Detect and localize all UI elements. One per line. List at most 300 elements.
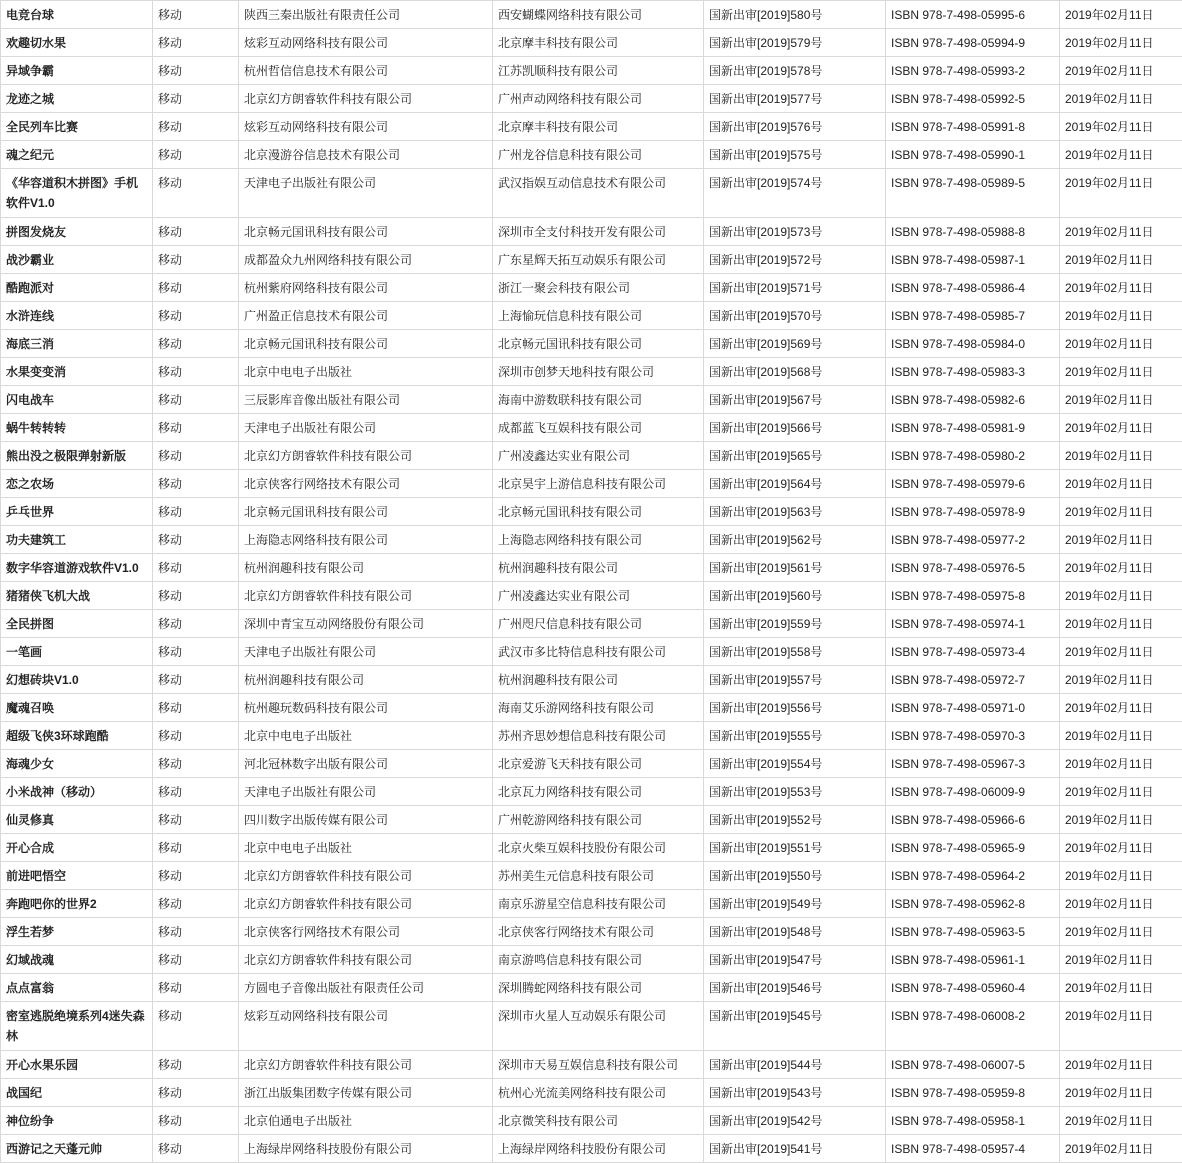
platform-cell: 移动 (153, 1107, 239, 1135)
isbn-cell: ISBN 978-7-498-05984-0 (886, 330, 1060, 358)
table-row (1, 890, 1182, 918)
operator-cell: 西安蝴蝶网络科技有限公司 (493, 1, 704, 29)
platform-cell: 移动 (153, 85, 239, 113)
table-row (1, 666, 1182, 694)
table-row (1, 974, 1182, 1002)
platform-cell: 移动 (153, 141, 239, 169)
publisher-cell: 杭州趣玩数码科技有限公司 (239, 694, 493, 722)
approval-date-cell: 2019年02月11日 (1060, 1135, 1182, 1163)
approval-date-cell: 2019年02月11日 (1060, 169, 1182, 218)
approval-number-cell: 国新出审[2019]548号 (704, 918, 886, 946)
isbn-cell: ISBN 978-7-498-05975-8 (886, 582, 1060, 610)
game-name-cell: 魔魂召唤 (1, 694, 153, 722)
publisher-cell: 上海绿岸网络科技股份有限公司 (239, 1135, 493, 1163)
approval-date-cell: 2019年02月11日 (1060, 638, 1182, 666)
table-row (1, 638, 1182, 666)
isbn-cell: ISBN 978-7-498-05965-9 (886, 834, 1060, 862)
platform-cell: 移动 (153, 470, 239, 498)
approval-number-cell: 国新出审[2019]564号 (704, 470, 886, 498)
operator-cell: 深圳市全支付科技开发有限公司 (493, 218, 704, 246)
approval-number-cell: 国新出审[2019]577号 (704, 85, 886, 113)
approval-date-cell: 2019年02月11日 (1060, 57, 1182, 85)
approval-date-cell: 2019年02月11日 (1060, 694, 1182, 722)
approval-date-cell: 2019年02月11日 (1060, 1051, 1182, 1079)
approval-date-cell: 2019年02月11日 (1060, 666, 1182, 694)
operator-cell: 上海绿岸网络科技股份有限公司 (493, 1135, 704, 1163)
approval-date-cell: 2019年02月11日 (1060, 946, 1182, 974)
publisher-cell: 北京畅元国讯科技有限公司 (239, 498, 493, 526)
approval-number-cell: 国新出审[2019]571号 (704, 274, 886, 302)
publisher-cell: 河北冠林数字出版有限公司 (239, 750, 493, 778)
game-name-cell: 《华容道积木拼图》手机软件V1.0 (1, 169, 153, 218)
platform-cell: 移动 (153, 974, 239, 1002)
operator-cell: 广州凌鑫达实业有限公司 (493, 442, 704, 470)
publisher-cell: 北京幻方朗睿软件科技有限公司 (239, 862, 493, 890)
game-name-cell: 海底三消 (1, 330, 153, 358)
table-row (1, 778, 1182, 806)
approval-date-cell: 2019年02月11日 (1060, 330, 1182, 358)
game-name-cell: 电竞台球 (1, 1, 153, 29)
platform-cell: 移动 (153, 274, 239, 302)
platform-cell: 移动 (153, 1135, 239, 1163)
approval-number-cell: 国新出审[2019]576号 (704, 113, 886, 141)
game-name-cell: 密室逃脱绝境系列4迷失森林 (1, 1002, 153, 1051)
table-row (1, 750, 1182, 778)
operator-cell: 成都蓝飞互娱科技有限公司 (493, 414, 704, 442)
approval-number-cell: 国新出审[2019]563号 (704, 498, 886, 526)
approval-number-cell: 国新出审[2019]578号 (704, 57, 886, 85)
isbn-cell: ISBN 978-7-498-05990-1 (886, 141, 1060, 169)
isbn-cell: ISBN 978-7-498-05973-4 (886, 638, 1060, 666)
operator-cell: 北京微笑科技有限公司 (493, 1107, 704, 1135)
game-name-cell: 点点富翁 (1, 974, 153, 1002)
operator-cell: 南京游鸣信息科技有限公司 (493, 946, 704, 974)
operator-cell: 武汉指娱互动信息技术有限公司 (493, 169, 704, 218)
table-row (1, 29, 1182, 57)
approval-number-cell: 国新出审[2019]573号 (704, 218, 886, 246)
isbn-cell: ISBN 978-7-498-05970-3 (886, 722, 1060, 750)
operator-cell: 苏州美生元信息科技有限公司 (493, 862, 704, 890)
operator-cell: 上海愉玩信息科技有限公司 (493, 302, 704, 330)
platform-cell: 移动 (153, 358, 239, 386)
platform-cell: 移动 (153, 890, 239, 918)
approval-date-cell: 2019年02月11日 (1060, 582, 1182, 610)
platform-cell: 移动 (153, 526, 239, 554)
table-row (1, 302, 1182, 330)
publisher-cell: 北京幻方朗睿软件科技有限公司 (239, 85, 493, 113)
publisher-cell: 北京幻方朗睿软件科技有限公司 (239, 582, 493, 610)
approval-date-cell: 2019年02月11日 (1060, 498, 1182, 526)
game-name-cell: 猪猪侠飞机大战 (1, 582, 153, 610)
approval-number-cell: 国新出审[2019]580号 (704, 1, 886, 29)
approval-date-cell: 2019年02月11日 (1060, 218, 1182, 246)
game-name-cell: 熊出没之极限弹射新版 (1, 442, 153, 470)
approval-number-cell: 国新出审[2019]568号 (704, 358, 886, 386)
isbn-cell: ISBN 978-7-498-05962-8 (886, 890, 1060, 918)
approval-number-cell: 国新出审[2019]570号 (704, 302, 886, 330)
platform-cell: 移动 (153, 29, 239, 57)
game-name-cell: 浮生若梦 (1, 918, 153, 946)
table-row (1, 610, 1182, 638)
game-name-cell: 开心合成 (1, 834, 153, 862)
table-row (1, 918, 1182, 946)
isbn-cell: ISBN 978-7-498-05964-2 (886, 862, 1060, 890)
operator-cell: 深圳市火星人互动娱乐有限公司 (493, 1002, 704, 1051)
approval-number-cell: 国新出审[2019]549号 (704, 890, 886, 918)
publisher-cell: 浙江出版集团数字传媒有限公司 (239, 1079, 493, 1107)
isbn-cell: ISBN 978-7-498-05958-1 (886, 1107, 1060, 1135)
approval-number-cell: 国新出审[2019]562号 (704, 526, 886, 554)
approval-number-cell: 国新出审[2019]561号 (704, 554, 886, 582)
approval-number-cell: 国新出审[2019]575号 (704, 141, 886, 169)
platform-cell: 移动 (153, 610, 239, 638)
approval-number-cell: 国新出审[2019]543号 (704, 1079, 886, 1107)
platform-cell: 移动 (153, 946, 239, 974)
approval-date-cell: 2019年02月11日 (1060, 862, 1182, 890)
platform-cell: 移动 (153, 302, 239, 330)
game-name-cell: 蜗牛转转转 (1, 414, 153, 442)
approval-number-cell: 国新出审[2019]544号 (704, 1051, 886, 1079)
game-name-cell: 前进吧悟空 (1, 862, 153, 890)
approval-date-cell: 2019年02月11日 (1060, 1, 1182, 29)
approval-date-cell: 2019年02月11日 (1060, 358, 1182, 386)
approval-date-cell: 2019年02月11日 (1060, 386, 1182, 414)
publisher-cell: 天津电子出版社有限公司 (239, 169, 493, 218)
approval-number-cell: 国新出审[2019]569号 (704, 330, 886, 358)
publisher-cell: 北京幻方朗睿软件科技有限公司 (239, 1051, 493, 1079)
game-name-cell: 异域争霸 (1, 57, 153, 85)
isbn-cell: ISBN 978-7-498-05966-6 (886, 806, 1060, 834)
platform-cell: 移动 (153, 834, 239, 862)
platform-cell: 移动 (153, 57, 239, 85)
approval-date-cell: 2019年02月11日 (1060, 1002, 1182, 1051)
operator-cell: 广州咫尺信息科技有限公司 (493, 610, 704, 638)
publisher-cell: 北京畅元国讯科技有限公司 (239, 330, 493, 358)
isbn-cell: ISBN 978-7-498-05976-5 (886, 554, 1060, 582)
publisher-cell: 北京幻方朗睿软件科技有限公司 (239, 890, 493, 918)
operator-cell: 江苏凯顺科技有限公司 (493, 57, 704, 85)
approval-date-cell: 2019年02月11日 (1060, 722, 1182, 750)
isbn-cell: ISBN 978-7-498-05971-0 (886, 694, 1060, 722)
table-row (1, 722, 1182, 750)
operator-cell: 北京畅元国讯科技有限公司 (493, 330, 704, 358)
operator-cell: 北京瓦力网络科技有限公司 (493, 778, 704, 806)
table-row (1, 85, 1182, 113)
approval-number-cell: 国新出审[2019]566号 (704, 414, 886, 442)
game-name-cell: 数字华容道游戏软件V1.0 (1, 554, 153, 582)
table-row (1, 386, 1182, 414)
game-name-cell: 开心水果乐园 (1, 1051, 153, 1079)
approval-date-cell: 2019年02月11日 (1060, 302, 1182, 330)
approval-date-cell: 2019年02月11日 (1060, 554, 1182, 582)
publisher-cell: 北京幻方朗睿软件科技有限公司 (239, 946, 493, 974)
approval-date-cell: 2019年02月11日 (1060, 918, 1182, 946)
platform-cell: 移动 (153, 442, 239, 470)
publisher-cell: 北京伯通电子出版社 (239, 1107, 493, 1135)
publisher-cell: 炫彩互动网络科技有限公司 (239, 29, 493, 57)
approval-date-cell: 2019年02月11日 (1060, 414, 1182, 442)
operator-cell: 海南中游数联科技有限公司 (493, 386, 704, 414)
operator-cell: 浙江一聚会科技有限公司 (493, 274, 704, 302)
table-row (1, 358, 1182, 386)
game-name-cell: 全民列车比赛 (1, 113, 153, 141)
table-row (1, 218, 1182, 246)
isbn-cell: ISBN 978-7-498-05961-1 (886, 946, 1060, 974)
publisher-cell: 四川数字出版传媒有限公司 (239, 806, 493, 834)
operator-cell: 北京侠客行网络技术有限公司 (493, 918, 704, 946)
publisher-cell: 广州盈正信息技术有限公司 (239, 302, 493, 330)
isbn-cell: ISBN 978-7-498-05987-1 (886, 246, 1060, 274)
table-row (1, 946, 1182, 974)
approval-date-cell: 2019年02月11日 (1060, 246, 1182, 274)
table-row (1, 1135, 1182, 1163)
operator-cell: 北京摩丰科技有限公司 (493, 29, 704, 57)
isbn-cell: ISBN 978-7-498-06009-9 (886, 778, 1060, 806)
platform-cell: 移动 (153, 386, 239, 414)
publisher-cell: 北京畅元国讯科技有限公司 (239, 218, 493, 246)
platform-cell: 移动 (153, 918, 239, 946)
isbn-cell: ISBN 978-7-498-05974-1 (886, 610, 1060, 638)
table-row (1, 470, 1182, 498)
table-row (1, 246, 1182, 274)
publisher-cell: 北京幻方朗睿软件科技有限公司 (239, 442, 493, 470)
operator-cell: 广州龙谷信息科技有限公司 (493, 141, 704, 169)
approval-number-cell: 国新出审[2019]574号 (704, 169, 886, 218)
isbn-cell: ISBN 978-7-498-05977-2 (886, 526, 1060, 554)
isbn-cell: ISBN 978-7-498-05957-4 (886, 1135, 1060, 1163)
platform-cell: 移动 (153, 1079, 239, 1107)
operator-cell: 海南艾乐游网络科技有限公司 (493, 694, 704, 722)
table-row (1, 582, 1182, 610)
game-name-cell: 欢趣切水果 (1, 29, 153, 57)
approval-number-cell: 国新出审[2019]565号 (704, 442, 886, 470)
publisher-cell: 杭州哲信信息技术有限公司 (239, 57, 493, 85)
table-row (1, 834, 1182, 862)
table-row (1, 1051, 1182, 1079)
publisher-cell: 天津电子出版社有限公司 (239, 414, 493, 442)
approval-date-cell: 2019年02月11日 (1060, 610, 1182, 638)
game-name-cell: 神位纷争 (1, 1107, 153, 1135)
approval-number-cell: 国新出审[2019]550号 (704, 862, 886, 890)
isbn-cell: ISBN 978-7-498-05992-5 (886, 85, 1060, 113)
operator-cell: 北京爱游飞天科技有限公司 (493, 750, 704, 778)
platform-cell: 移动 (153, 218, 239, 246)
publisher-cell: 北京侠客行网络技术有限公司 (239, 918, 493, 946)
platform-cell: 移动 (153, 1051, 239, 1079)
publisher-cell: 杭州紫府网络科技有限公司 (239, 274, 493, 302)
approval-number-cell: 国新出审[2019]551号 (704, 834, 886, 862)
operator-cell: 北京火柴互娱科技股份有限公司 (493, 834, 704, 862)
game-name-cell: 幻域战魂 (1, 946, 153, 974)
approval-date-cell: 2019年02月11日 (1060, 526, 1182, 554)
game-name-cell: 战沙霸业 (1, 246, 153, 274)
game-name-cell: 水浒连线 (1, 302, 153, 330)
approval-date-cell: 2019年02月11日 (1060, 778, 1182, 806)
platform-cell: 移动 (153, 414, 239, 442)
isbn-cell: ISBN 978-7-498-05985-7 (886, 302, 1060, 330)
platform-cell: 移动 (153, 582, 239, 610)
publisher-cell: 深圳中青宝互动网络股份有限公司 (239, 610, 493, 638)
operator-cell: 杭州润趣科技有限公司 (493, 666, 704, 694)
approval-number-cell: 国新出审[2019]541号 (704, 1135, 886, 1163)
approval-number-cell: 国新出审[2019]559号 (704, 610, 886, 638)
publisher-cell: 天津电子出版社有限公司 (239, 778, 493, 806)
isbn-cell: ISBN 978-7-498-05979-6 (886, 470, 1060, 498)
approval-number-cell: 国新出审[2019]555号 (704, 722, 886, 750)
operator-cell: 广东星辉天拓互动娱乐有限公司 (493, 246, 704, 274)
isbn-cell: ISBN 978-7-498-05963-5 (886, 918, 1060, 946)
table-row (1, 141, 1182, 169)
operator-cell: 苏州齐思妙想信息科技有限公司 (493, 722, 704, 750)
table-body (1, 1, 1182, 1163)
approval-number-cell: 国新出审[2019]557号 (704, 666, 886, 694)
approval-number-cell: 国新出审[2019]546号 (704, 974, 886, 1002)
approval-number-cell: 国新出审[2019]552号 (704, 806, 886, 834)
approval-number-cell: 国新出审[2019]558号 (704, 638, 886, 666)
publisher-cell: 杭州润趣科技有限公司 (239, 554, 493, 582)
isbn-cell: ISBN 978-7-498-05982-6 (886, 386, 1060, 414)
table-row (1, 57, 1182, 85)
publisher-cell: 陕西三秦出版社有限责任公司 (239, 1, 493, 29)
game-name-cell: 魂之纪元 (1, 141, 153, 169)
operator-cell: 广州凌鑫达实业有限公司 (493, 582, 704, 610)
approval-number-cell: 国新出审[2019]554号 (704, 750, 886, 778)
game-name-cell: 一笔画 (1, 638, 153, 666)
publisher-cell: 北京漫游谷信息技术有限公司 (239, 141, 493, 169)
isbn-cell: ISBN 978-7-498-05972-7 (886, 666, 1060, 694)
game-name-cell: 幻想砖块V1.0 (1, 666, 153, 694)
operator-cell: 武汉市多比特信息科技有限公司 (493, 638, 704, 666)
game-name-cell: 恋之农场 (1, 470, 153, 498)
publisher-cell: 北京中电电子出版社 (239, 722, 493, 750)
game-name-cell: 闪电战车 (1, 386, 153, 414)
isbn-cell: ISBN 978-7-498-05991-8 (886, 113, 1060, 141)
publisher-cell: 北京中电电子出版社 (239, 834, 493, 862)
isbn-cell: ISBN 978-7-498-05989-5 (886, 169, 1060, 218)
table-row (1, 806, 1182, 834)
game-name-cell: 酷跑派对 (1, 274, 153, 302)
platform-cell: 移动 (153, 113, 239, 141)
platform-cell: 移动 (153, 330, 239, 358)
publisher-cell: 上海隐志网络科技有限公司 (239, 526, 493, 554)
approval-number-cell: 国新出审[2019]560号 (704, 582, 886, 610)
approval-date-cell: 2019年02月11日 (1060, 1107, 1182, 1135)
isbn-cell: ISBN 978-7-498-05978-9 (886, 498, 1060, 526)
operator-cell: 深圳市天易互娱信息科技有限公司 (493, 1051, 704, 1079)
approval-date-cell: 2019年02月11日 (1060, 442, 1182, 470)
publisher-cell: 方圆电子音像出版社有限责任公司 (239, 974, 493, 1002)
table-row (1, 1, 1182, 29)
operator-cell: 广州乾游网络科技有限公司 (493, 806, 704, 834)
platform-cell: 移动 (153, 498, 239, 526)
publisher-cell: 天津电子出版社有限公司 (239, 638, 493, 666)
game-name-cell: 仙灵修真 (1, 806, 153, 834)
game-name-cell: 拼图发烧友 (1, 218, 153, 246)
publisher-cell: 三辰影库音像出版社有限公司 (239, 386, 493, 414)
table-row (1, 330, 1182, 358)
isbn-cell: ISBN 978-7-498-05995-6 (886, 1, 1060, 29)
approval-date-cell: 2019年02月11日 (1060, 1079, 1182, 1107)
table-row (1, 274, 1182, 302)
operator-cell: 北京昊宇上游信息科技有限公司 (493, 470, 704, 498)
isbn-cell: ISBN 978-7-498-05980-2 (886, 442, 1060, 470)
isbn-cell: ISBN 978-7-498-05960-4 (886, 974, 1060, 1002)
operator-cell: 上海隐志网络科技有限公司 (493, 526, 704, 554)
platform-cell: 移动 (153, 169, 239, 218)
operator-cell: 北京畅元国讯科技有限公司 (493, 498, 704, 526)
platform-cell: 移动 (153, 554, 239, 582)
operator-cell: 深圳腾蛇网络科技有限公司 (493, 974, 704, 1002)
table-row (1, 694, 1182, 722)
game-name-cell: 西游记之天蓬元帅 (1, 1135, 153, 1163)
publisher-cell: 炫彩互动网络科技有限公司 (239, 113, 493, 141)
table-row (1, 498, 1182, 526)
platform-cell: 移动 (153, 862, 239, 890)
table-row (1, 526, 1182, 554)
approval-date-cell: 2019年02月11日 (1060, 141, 1182, 169)
game-name-cell: 奔跑吧你的世界2 (1, 890, 153, 918)
platform-cell: 移动 (153, 246, 239, 274)
game-name-cell: 功夫建筑工 (1, 526, 153, 554)
platform-cell: 移动 (153, 1, 239, 29)
isbn-cell: ISBN 978-7-498-05967-3 (886, 750, 1060, 778)
isbn-cell: ISBN 978-7-498-05986-4 (886, 274, 1060, 302)
operator-cell: 杭州心光流美网络科技有限公司 (493, 1079, 704, 1107)
game-name-cell: 战国纪 (1, 1079, 153, 1107)
table-row (1, 442, 1182, 470)
isbn-cell: ISBN 978-7-498-05994-9 (886, 29, 1060, 57)
approval-date-cell: 2019年02月11日 (1060, 750, 1182, 778)
approval-number-cell: 国新出审[2019]567号 (704, 386, 886, 414)
table-row (1, 1107, 1182, 1135)
approval-number-cell: 国新出审[2019]579号 (704, 29, 886, 57)
isbn-cell: ISBN 978-7-498-06007-5 (886, 1051, 1060, 1079)
game-name-cell: 小米战神（移动） (1, 778, 153, 806)
publisher-cell: 北京中电电子出版社 (239, 358, 493, 386)
platform-cell: 移动 (153, 806, 239, 834)
operator-cell: 广州声动网络科技有限公司 (493, 85, 704, 113)
approval-date-cell: 2019年02月11日 (1060, 470, 1182, 498)
table-row (1, 1079, 1182, 1107)
approval-number-cell: 国新出审[2019]572号 (704, 246, 886, 274)
table-row (1, 862, 1182, 890)
platform-cell: 移动 (153, 778, 239, 806)
approval-date-cell: 2019年02月11日 (1060, 29, 1182, 57)
game-name-cell: 全民拼图 (1, 610, 153, 638)
approval-date-cell: 2019年02月11日 (1060, 274, 1182, 302)
approval-number-cell: 国新出审[2019]547号 (704, 946, 886, 974)
platform-cell: 移动 (153, 666, 239, 694)
publisher-cell: 杭州润趣科技有限公司 (239, 666, 493, 694)
isbn-cell: ISBN 978-7-498-05988-8 (886, 218, 1060, 246)
operator-cell: 南京乐游星空信息科技有限公司 (493, 890, 704, 918)
approval-number-cell: 国新出审[2019]556号 (704, 694, 886, 722)
publisher-cell: 北京侠客行网络技术有限公司 (239, 470, 493, 498)
platform-cell: 移动 (153, 694, 239, 722)
publisher-cell: 成都盈众九州网络科技有限公司 (239, 246, 493, 274)
operator-cell: 杭州润趣科技有限公司 (493, 554, 704, 582)
table-row (1, 414, 1182, 442)
game-name-cell: 乒乓世界 (1, 498, 153, 526)
platform-cell: 移动 (153, 638, 239, 666)
approval-number-cell: 国新出审[2019]553号 (704, 778, 886, 806)
platform-cell: 移动 (153, 1002, 239, 1051)
game-name-cell: 超级飞侠3环球跑酷 (1, 722, 153, 750)
game-name-cell: 水果变变消 (1, 358, 153, 386)
operator-cell: 北京摩丰科技有限公司 (493, 113, 704, 141)
game-name-cell: 海魂少女 (1, 750, 153, 778)
approval-date-cell: 2019年02月11日 (1060, 974, 1182, 1002)
